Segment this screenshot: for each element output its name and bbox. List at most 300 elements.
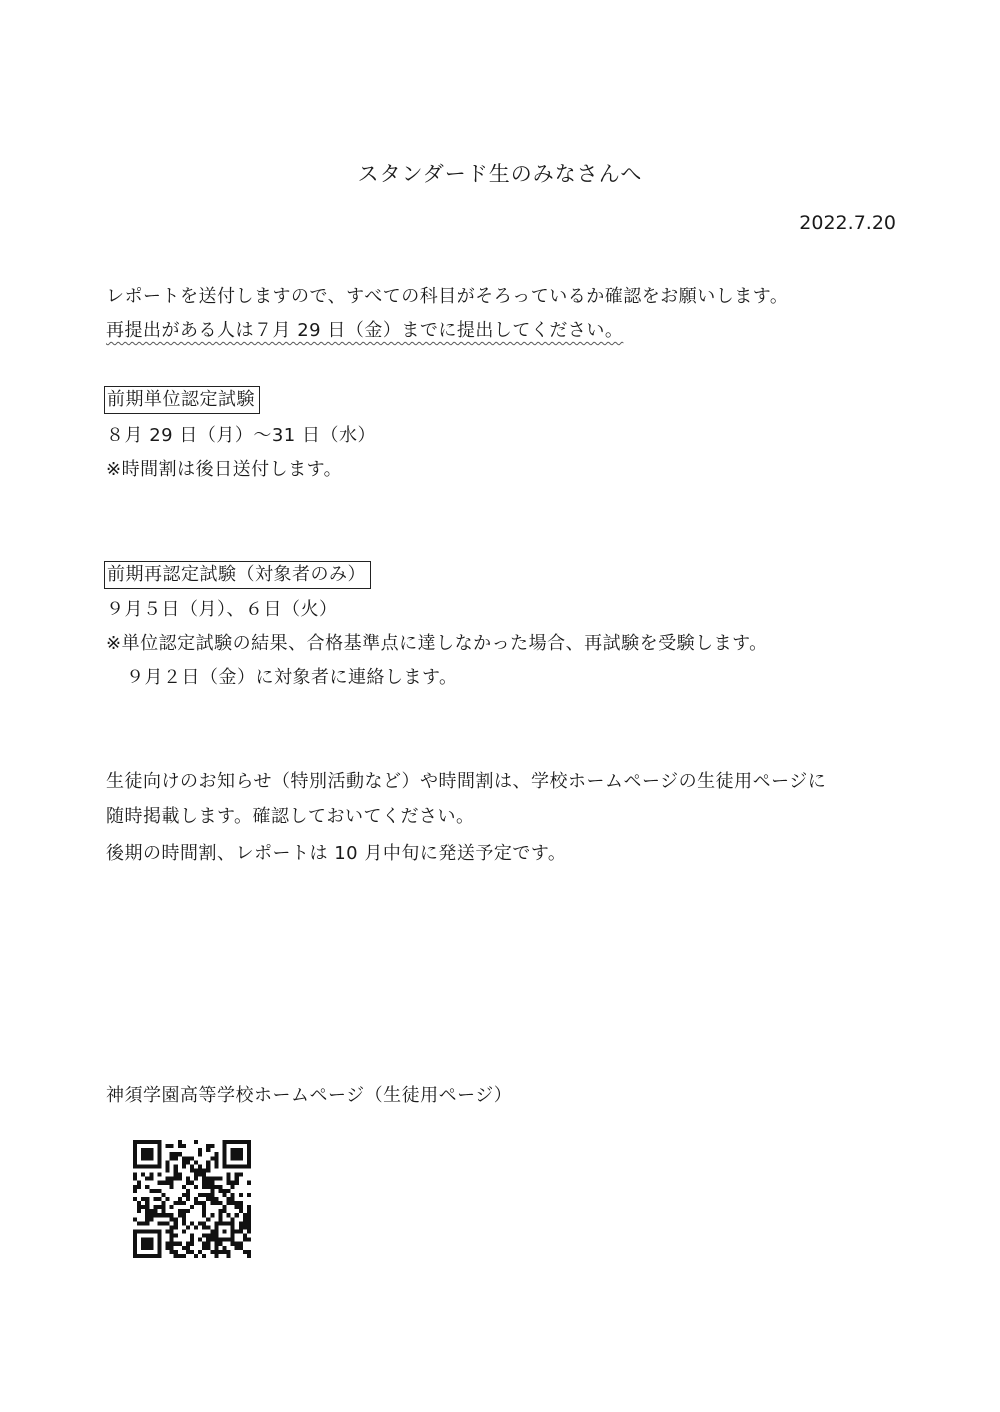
- qr-module: [206, 1185, 210, 1189]
- qr-module: [149, 1217, 153, 1221]
- qr-module: [182, 1156, 186, 1160]
- qr-module: [133, 1234, 137, 1238]
- qr-module: [210, 1230, 214, 1234]
- qr-module: [243, 1213, 247, 1217]
- qr-module: [141, 1148, 145, 1152]
- qr-module: [218, 1189, 222, 1193]
- qr-module: [137, 1140, 141, 1144]
- qr-module: [170, 1217, 174, 1221]
- qr-module: [210, 1144, 214, 1148]
- resubmission-deadline: 再提出がある人は７月 29 日（金）までに提出してください。: [106, 320, 624, 341]
- qr-module: [210, 1234, 214, 1238]
- qr-module: [235, 1152, 239, 1156]
- exam2-note-1: ※単位認定試験の結果、合格基準点に達しなかった場合、再試験を受験します。: [106, 633, 768, 654]
- qr-module: [145, 1242, 149, 1246]
- qr-module: [223, 1160, 227, 1164]
- qr-module: [153, 1205, 157, 1209]
- qr-module: [141, 1156, 145, 1160]
- qr-module: [194, 1160, 198, 1164]
- qr-module: [223, 1156, 227, 1160]
- qr-module: [149, 1254, 153, 1258]
- qr-module: [227, 1140, 231, 1144]
- qr-module: [166, 1221, 170, 1225]
- qr-module: [157, 1254, 161, 1258]
- qr-module: [157, 1164, 161, 1168]
- qr-module: [182, 1230, 186, 1234]
- qr-module: [133, 1160, 137, 1164]
- qr-module: [227, 1197, 231, 1201]
- qr-module: [133, 1197, 137, 1201]
- qr-module: [231, 1234, 235, 1238]
- qr-module: [198, 1173, 202, 1177]
- qr-module: [214, 1221, 218, 1225]
- qr-module: [145, 1246, 149, 1250]
- qr-module: [178, 1177, 182, 1181]
- qr-module: [206, 1177, 210, 1181]
- qr-module: [145, 1238, 149, 1242]
- qr-module: [227, 1181, 231, 1185]
- qr-module: [157, 1221, 161, 1225]
- qr-module: [223, 1238, 227, 1242]
- qr-module: [178, 1209, 182, 1213]
- qr-module: [149, 1164, 153, 1168]
- qr-module: [218, 1213, 222, 1217]
- qr-module: [235, 1177, 239, 1181]
- qr-module: [149, 1213, 153, 1217]
- qr-module: [182, 1254, 186, 1258]
- qr-module: [231, 1152, 235, 1156]
- qr-module: [231, 1221, 235, 1225]
- intro-line-1: レポートを送付しますので、すべての科目がそろっているか確認をお願いします。: [106, 286, 789, 307]
- qr-module: [206, 1193, 210, 1197]
- qr-module: [206, 1225, 210, 1229]
- qr-module: [133, 1164, 137, 1168]
- qr-module: [235, 1246, 239, 1250]
- qr-module: [235, 1148, 239, 1152]
- qr-module: [227, 1250, 231, 1254]
- qr-module: [231, 1217, 235, 1221]
- qr-module: [202, 1234, 206, 1238]
- qr-module: [231, 1230, 235, 1234]
- qr-module: [190, 1168, 194, 1172]
- qr-module: [141, 1221, 145, 1225]
- qr-module: [170, 1250, 174, 1254]
- qr-module: [218, 1250, 222, 1254]
- qr-module: [157, 1144, 161, 1148]
- qr-module: [231, 1164, 235, 1168]
- qr-module: [166, 1197, 170, 1201]
- qr-module: [174, 1225, 178, 1229]
- qr-module: [202, 1185, 206, 1189]
- exam2-dates: ９月５日（月）、６日（火）: [106, 599, 338, 620]
- qr-module: [239, 1148, 243, 1152]
- qr-module: [198, 1250, 202, 1254]
- qr-module: [149, 1156, 153, 1160]
- qr-module: [157, 1181, 161, 1185]
- qr-module: [243, 1217, 247, 1221]
- qr-module: [210, 1238, 214, 1242]
- qr-module: [166, 1168, 170, 1172]
- qr-module: [194, 1140, 198, 1144]
- qr-module: [157, 1160, 161, 1164]
- qr-module: [239, 1193, 243, 1197]
- qr-module: [149, 1173, 153, 1177]
- qr-module: [149, 1230, 153, 1234]
- qr-module: [170, 1213, 174, 1217]
- qr-module: [149, 1148, 153, 1152]
- qr-module: [218, 1217, 222, 1221]
- qr-module: [239, 1230, 243, 1234]
- qr-module: [194, 1168, 198, 1172]
- qr-module: [174, 1254, 178, 1258]
- qr-module: [210, 1156, 214, 1160]
- qr-module: [149, 1177, 153, 1181]
- qr-module: [223, 1144, 227, 1148]
- qr-module: [202, 1181, 206, 1185]
- qr-module: [235, 1181, 239, 1185]
- qr-module: [202, 1246, 206, 1250]
- qr-module: [218, 1177, 222, 1181]
- qr-module: [206, 1181, 210, 1185]
- qr-module: [133, 1144, 137, 1148]
- qr-module: [202, 1225, 206, 1229]
- qr-module: [202, 1201, 206, 1205]
- qr-module: [198, 1168, 202, 1172]
- info-line-1: 生徒向けのお知らせ（特別活動など）や時間割は、学校ホームページの生徒用ページに: [106, 771, 827, 792]
- qr-module: [206, 1217, 210, 1221]
- qr-module: [133, 1156, 137, 1160]
- qr-module: [174, 1156, 178, 1160]
- qr-module: [235, 1205, 239, 1209]
- qr-module: [235, 1156, 239, 1160]
- qr-module: [166, 1242, 170, 1246]
- qr-module: [190, 1164, 194, 1168]
- qr-module: [239, 1225, 243, 1229]
- qr-module: [190, 1238, 194, 1242]
- qr-module: [235, 1201, 239, 1205]
- qr-module: [206, 1168, 210, 1172]
- qr-module: [210, 1185, 214, 1189]
- qr-module: [223, 1189, 227, 1193]
- qr-module: [190, 1242, 194, 1246]
- qr-module: [231, 1242, 235, 1246]
- qr-module: [145, 1217, 149, 1221]
- qr-module: [137, 1221, 141, 1225]
- qr-module: [182, 1246, 186, 1250]
- qr-module: [243, 1234, 247, 1238]
- qr-module: [247, 1238, 251, 1242]
- qr-module: [247, 1213, 251, 1217]
- qr-module: [231, 1197, 235, 1201]
- qr-module: [182, 1213, 186, 1217]
- qr-module: [231, 1140, 235, 1144]
- qr-module: [227, 1213, 231, 1217]
- qr-module: [214, 1201, 218, 1205]
- qr-module: [223, 1164, 227, 1168]
- qr-module: [206, 1148, 210, 1152]
- qr-module: [166, 1213, 170, 1217]
- qr-module: [214, 1238, 218, 1242]
- qr-module: [153, 1254, 157, 1258]
- qr-module: [174, 1177, 178, 1181]
- qr-module: [206, 1238, 210, 1242]
- qr-module: [182, 1144, 186, 1148]
- qr-module: [137, 1201, 141, 1205]
- qr-module: [247, 1164, 251, 1168]
- qr-module: [149, 1238, 153, 1242]
- qr-module: [157, 1189, 161, 1193]
- qr-module: [174, 1217, 178, 1221]
- qr-module: [223, 1193, 227, 1197]
- qr-module: [223, 1221, 227, 1225]
- qr-module: [157, 1234, 161, 1238]
- qr-module: [170, 1225, 174, 1229]
- qr-module: [239, 1205, 243, 1209]
- qr-module: [202, 1213, 206, 1217]
- qr-module: [198, 1164, 202, 1168]
- qr-module: [174, 1152, 178, 1156]
- qr-module: [218, 1185, 222, 1189]
- qr-module: [157, 1213, 161, 1217]
- qr-module: [210, 1197, 214, 1201]
- qr-module: [243, 1140, 247, 1144]
- qr-module: [247, 1144, 251, 1148]
- qr-module: [227, 1189, 231, 1193]
- exam2-note-2: ９月２日（金）に対象者に連絡します。: [126, 667, 458, 688]
- qr-module: [218, 1238, 222, 1242]
- qr-module: [239, 1221, 243, 1225]
- qr-module: [145, 1221, 149, 1225]
- qr-module: [198, 1148, 202, 1152]
- qr-module: [133, 1173, 137, 1177]
- qr-module: [202, 1168, 206, 1172]
- qr-module: [210, 1177, 214, 1181]
- qr-module: [223, 1209, 227, 1213]
- qr-module: [182, 1160, 186, 1164]
- qr-module: [243, 1164, 247, 1168]
- qr-module: [202, 1205, 206, 1209]
- qr-module: [218, 1209, 222, 1213]
- qr-module: [178, 1242, 182, 1246]
- qr-module: [170, 1246, 174, 1250]
- qr-module: [190, 1181, 194, 1185]
- qr-module: [186, 1177, 190, 1181]
- qr-module: [247, 1230, 251, 1234]
- qr-module: [145, 1213, 149, 1217]
- qr-module: [178, 1152, 182, 1156]
- qr-module: [170, 1152, 174, 1156]
- qr-module: [157, 1205, 161, 1209]
- qr-module: [182, 1185, 186, 1189]
- qr-module: [231, 1185, 235, 1189]
- qr-module: [239, 1140, 243, 1144]
- qr-module: [202, 1221, 206, 1225]
- qr-module: [247, 1209, 251, 1213]
- qr-module: [214, 1185, 218, 1189]
- qr-module: [206, 1144, 210, 1148]
- qr-module: [157, 1148, 161, 1152]
- qr-module: [214, 1234, 218, 1238]
- qr-module: [145, 1140, 149, 1144]
- qr-module: [186, 1197, 190, 1201]
- qr-module: [149, 1242, 153, 1246]
- homepage-label: 神須学園高等学校ホームページ（生徒用ページ）: [106, 1085, 513, 1106]
- qr-module: [145, 1254, 149, 1258]
- qr-module: [161, 1209, 165, 1213]
- qr-module: [194, 1225, 198, 1229]
- qr-module: [235, 1242, 239, 1246]
- info-line-2: 随時掲載します。確認しておいてください。: [106, 806, 475, 827]
- qr-module: [133, 1242, 137, 1246]
- qr-module: [178, 1213, 182, 1217]
- qr-module: [153, 1164, 157, 1168]
- qr-module: [235, 1230, 239, 1234]
- qr-module: [194, 1197, 198, 1201]
- qr-module: [174, 1234, 178, 1238]
- qr-module: [153, 1140, 157, 1144]
- qr-module: [133, 1250, 137, 1254]
- qr-module: [218, 1201, 222, 1205]
- qr-module: [198, 1193, 202, 1197]
- qr-module: [133, 1189, 137, 1193]
- qr-module: [174, 1201, 178, 1205]
- qr-module: [198, 1238, 202, 1242]
- qr-module: [145, 1177, 149, 1181]
- qr-module: [223, 1140, 227, 1144]
- qr-module: [247, 1205, 251, 1209]
- qr-module: [194, 1173, 198, 1177]
- qr-module: [174, 1242, 178, 1246]
- qr-module: [133, 1185, 137, 1189]
- qr-module: [247, 1156, 251, 1160]
- qr-module: [247, 1250, 251, 1254]
- qr-module: [133, 1217, 137, 1221]
- qr-module: [206, 1246, 210, 1250]
- qr-module: [186, 1225, 190, 1229]
- qr-module: [239, 1201, 243, 1205]
- qr-module: [231, 1193, 235, 1197]
- qr-module: [178, 1201, 182, 1205]
- qr-module: [247, 1217, 251, 1221]
- qr-module: [239, 1156, 243, 1160]
- info-line-3: 後期の時間割、レポートは 10 月中旬に発送予定です。: [106, 843, 567, 864]
- qr-module: [214, 1254, 218, 1258]
- qr-module: [137, 1181, 141, 1185]
- qr-module: [202, 1254, 206, 1258]
- qr-module: [157, 1230, 161, 1234]
- qr-module: [141, 1140, 145, 1144]
- qr-module: [161, 1193, 165, 1197]
- qr-module: [194, 1185, 198, 1189]
- qr-module: [157, 1250, 161, 1254]
- qr-module: [170, 1185, 174, 1189]
- qr-module: [202, 1173, 206, 1177]
- qr-module: [133, 1152, 137, 1156]
- qr-module: [194, 1177, 198, 1181]
- qr-module: [182, 1209, 186, 1213]
- qr-module: [145, 1152, 149, 1156]
- qr-module: [182, 1217, 186, 1221]
- qr-module: [202, 1177, 206, 1181]
- qr-module: [202, 1242, 206, 1246]
- qr-module: [214, 1250, 218, 1254]
- qr-module: [153, 1209, 157, 1213]
- qr-module: [239, 1209, 243, 1213]
- qr-module: [210, 1213, 214, 1217]
- qr-module: [235, 1173, 239, 1177]
- qr-module: [161, 1205, 165, 1209]
- qr-module: [223, 1152, 227, 1156]
- qr-module: [166, 1144, 170, 1148]
- qr-module: [149, 1189, 153, 1193]
- exam1-note: ※時間割は後日送付します。: [106, 459, 343, 480]
- qr-module: [157, 1156, 161, 1160]
- qr-module: [141, 1173, 145, 1177]
- qr-module: [210, 1250, 214, 1254]
- qr-module: [214, 1160, 218, 1164]
- qr-module: [247, 1152, 251, 1156]
- qr-module: [231, 1148, 235, 1152]
- qr-module: [182, 1164, 186, 1168]
- qr-module: [223, 1250, 227, 1254]
- qr-module: [141, 1242, 145, 1246]
- qr-module: [182, 1193, 186, 1197]
- qr-module: [186, 1189, 190, 1193]
- qr-module: [145, 1164, 149, 1168]
- qr-module: [186, 1156, 190, 1160]
- exam1-heading: 前期単位認定試験: [104, 386, 260, 414]
- qr-module: [190, 1234, 194, 1238]
- qr-module: [137, 1185, 141, 1189]
- qr-module: [247, 1221, 251, 1225]
- qr-module: [186, 1246, 190, 1250]
- qr-module: [170, 1230, 174, 1234]
- qr-module: [210, 1201, 214, 1205]
- qr-module: [247, 1148, 251, 1152]
- qr-module: [239, 1164, 243, 1168]
- qr-module: [231, 1238, 235, 1242]
- qr-module: [161, 1201, 165, 1205]
- qr-module: [166, 1160, 170, 1164]
- qr-module: [137, 1230, 141, 1234]
- qr-module: [190, 1250, 194, 1254]
- qr-module: [170, 1177, 174, 1181]
- qr-module: [170, 1156, 174, 1160]
- qr-module: [202, 1209, 206, 1213]
- qr-module: [145, 1201, 149, 1205]
- qr-module: [227, 1221, 231, 1225]
- qr-module: [210, 1181, 214, 1185]
- qr-module: [247, 1193, 251, 1197]
- qr-module: [247, 1181, 251, 1185]
- qr-module: [186, 1242, 190, 1246]
- qr-module: [223, 1230, 227, 1234]
- intro-line-2: [106, 319, 623, 342]
- issue-date: 2022.7.20: [799, 212, 896, 234]
- qr-module: [231, 1181, 235, 1185]
- qr-module: [141, 1238, 145, 1242]
- qr-module: [198, 1152, 202, 1156]
- qr-module: [223, 1148, 227, 1152]
- qr-module: [133, 1230, 137, 1234]
- qr-module: [141, 1197, 145, 1201]
- qr-module: [198, 1201, 202, 1205]
- qr-module: [231, 1201, 235, 1205]
- qr-module: [235, 1213, 239, 1217]
- qr-module: [149, 1152, 153, 1156]
- qr-code-icon[interactable]: [133, 1140, 251, 1258]
- qr-module: [145, 1205, 149, 1209]
